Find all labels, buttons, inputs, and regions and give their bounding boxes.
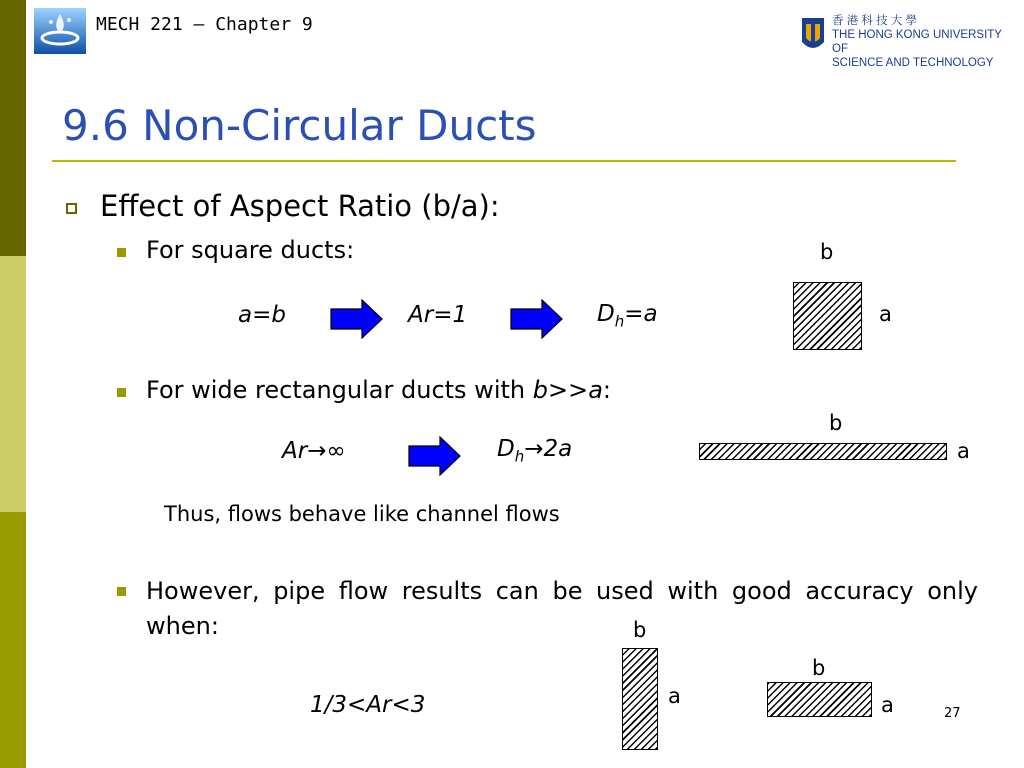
aspect-ratio-range: 1/3<Ar<3 <box>310 692 426 718</box>
hollow-square-bullet-icon <box>66 203 77 214</box>
right-arrow-icon <box>510 299 564 339</box>
square-label-b: b <box>820 240 834 264</box>
university-crest-icon <box>800 16 826 54</box>
wide-eq-dh: $D_h\to 2a$ <box>497 436 573 466</box>
tall-duct-diagram <box>622 648 658 750</box>
wide-eq-ar-infinity: Ar→∞ <box>282 438 346 464</box>
university-name-line2: SCIENCE AND TECHNOLOGY <box>832 57 994 69</box>
course-title: MECH 221 – Chapter 9 <box>96 14 313 35</box>
tall-label-a: a <box>668 684 681 708</box>
sidebar-light <box>0 256 26 512</box>
page-number: 27 <box>944 706 961 721</box>
sidebar-dark <box>0 0 26 256</box>
wide-label-a: a <box>957 439 970 463</box>
square-eq-a-equals-b: a=b <box>238 302 286 328</box>
university-name-chinese: 香 港 科 技 大 學 <box>832 15 917 27</box>
channel-flow-note: Thus, flows behave like channel flows <box>164 502 560 526</box>
square-eq-dh: $D_h=a$ <box>597 301 658 331</box>
university-logo <box>800 14 1010 69</box>
sidebar-olive <box>0 512 26 768</box>
square-bullet-icon <box>117 248 126 257</box>
square-ducts-heading: For square ducts: <box>146 236 355 264</box>
title-underline <box>52 160 956 162</box>
wide-label-b: b <box>829 411 843 435</box>
university-name-line1: THE HONG KONG UNIVERSITY OF <box>832 29 1002 55</box>
wide-duct-diagram <box>699 443 947 460</box>
pipe-flow-accuracy-text: However, pipe flow results can be used with good accuracy only when: <box>146 577 978 640</box>
right-arrow-icon <box>330 299 384 339</box>
flat-duct-diagram <box>767 682 872 717</box>
square-eq-ar: Ar=1 <box>408 302 468 328</box>
main-bullet-text: Effect of Aspect Ratio (b/a): <box>100 189 500 223</box>
flat-label-b: b <box>812 656 826 680</box>
square-duct-diagram <box>793 282 862 350</box>
tall-label-b: b <box>633 618 647 642</box>
course-logo-icon <box>34 8 86 54</box>
flat-label-a: a <box>881 693 894 717</box>
square-label-a: a <box>879 302 892 326</box>
right-arrow-icon <box>408 436 462 476</box>
wide-ducts-heading: For wide rectangular ducts with b>>a: <box>146 376 611 404</box>
square-bullet-icon <box>117 587 126 596</box>
slide-title: 9.6 Non-Circular Ducts <box>62 101 537 150</box>
square-bullet-icon <box>117 388 126 397</box>
